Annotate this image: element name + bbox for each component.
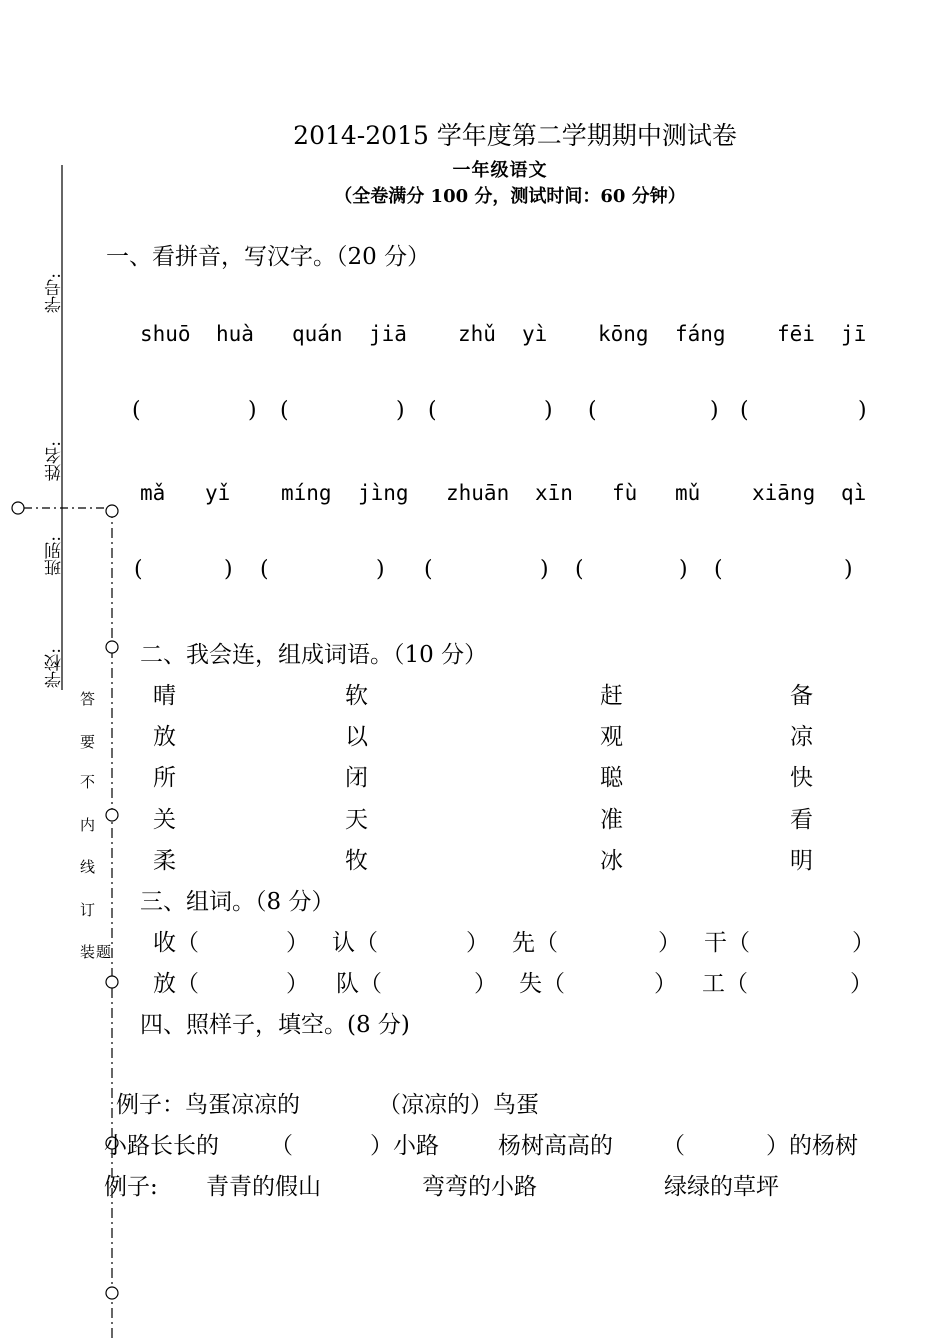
word-prompt: 认（ — [332, 930, 378, 956]
fill-paren-close: ）小路 — [370, 1133, 439, 1159]
fill-prompt: 杨树高高的 — [498, 1133, 613, 1159]
match-char[interactable]: 闭 — [345, 765, 368, 791]
match-char[interactable]: 柔 — [153, 848, 176, 874]
fill-paren-close: ）的杨树 — [766, 1133, 858, 1159]
exam-note: （全卷满分 100 分，测试时间：60 分钟） — [334, 186, 686, 207]
binding-hole — [106, 505, 118, 517]
example-item: 弯弯的小路 — [422, 1174, 537, 1200]
pinyin: xīn — [535, 481, 573, 505]
binding-warning-char: 装 — [80, 943, 96, 961]
answer-paren-open: ( — [575, 557, 584, 582]
answer-paren-close: ) — [710, 398, 719, 423]
pinyin: mǎ — [140, 481, 166, 505]
answer-paren-open: ( — [280, 398, 289, 423]
answer-paren-open: ( — [588, 398, 597, 423]
word-prompt: 干（ — [704, 930, 750, 956]
match-char[interactable]: 凉 — [790, 724, 813, 750]
answer-paren-open: ( — [134, 557, 143, 582]
pinyin: jiā — [369, 322, 407, 346]
answer-paren-open: ( — [260, 557, 269, 582]
binding-warning-char: 要 — [80, 733, 96, 751]
binding-warning-char: 线 — [80, 858, 96, 876]
binding-hole-left — [12, 502, 24, 514]
match-char[interactable]: 准 — [600, 807, 623, 833]
binding-warning-char: 订 — [80, 901, 96, 919]
pinyin: kōng — [598, 322, 649, 346]
word-paren-close: ） — [850, 971, 873, 997]
example-label: 例子: — [104, 1174, 158, 1200]
example-item: 绿绿的草坪 — [664, 1174, 779, 1200]
pinyin: jī — [841, 322, 867, 346]
pinyin: fù — [612, 481, 638, 505]
binding-hole — [106, 976, 118, 988]
pinyin: fēi — [777, 322, 815, 346]
match-char[interactable]: 所 — [153, 765, 176, 791]
exam-subtitle: 一年级语文 — [452, 160, 548, 181]
pinyin: míng — [281, 481, 332, 505]
answer-paren-open: ( — [740, 398, 749, 423]
binding-warning-char: 答 — [80, 690, 96, 708]
word-paren-close: ） — [852, 930, 875, 956]
binding-warning-char: 不 — [80, 773, 96, 791]
match-char[interactable]: 聪 — [600, 765, 623, 791]
pinyin: zhuān — [446, 481, 510, 505]
answer-paren-close: ) — [679, 557, 688, 582]
word-paren-close: ） — [658, 930, 681, 956]
match-char[interactable]: 软 — [345, 683, 368, 709]
student-number-label: 学号: — [45, 273, 65, 313]
answer-paren-open: ( — [714, 557, 723, 582]
example-answer: （凉凉的）鸟蛋 — [378, 1092, 539, 1118]
section2-heading: 二、我会连，组成词语。（10 分） — [140, 642, 488, 668]
pinyin: quán — [292, 322, 343, 346]
match-char[interactable]: 以 — [345, 724, 368, 750]
pinyin: huà — [216, 322, 254, 346]
exam-title: 2014-2015 学年度第二学期期中测试卷 — [293, 121, 737, 150]
match-char[interactable]: 天 — [345, 807, 368, 833]
match-char[interactable]: 晴 — [153, 683, 176, 709]
match-char[interactable]: 快 — [790, 765, 813, 791]
pinyin: mǔ — [675, 481, 701, 505]
word-prompt: 失（ — [519, 971, 565, 997]
answer-paren-close: ) — [376, 557, 385, 582]
answer-paren-close: ) — [544, 398, 553, 423]
example-text: 例子：鸟蛋凉凉的 — [116, 1092, 300, 1118]
answer-paren-open: ( — [428, 398, 437, 423]
word-paren-close: ） — [466, 930, 489, 956]
section4-heading: 四、照样子，填空。(8 分) — [140, 1012, 410, 1038]
word-prompt: 收（ — [153, 930, 199, 956]
match-char[interactable]: 看 — [790, 807, 813, 833]
answer-paren-close: ) — [224, 557, 233, 582]
section1-heading: 一、看拼音，写汉字。（20 分） — [106, 244, 431, 270]
pinyin: yǐ — [205, 481, 231, 505]
match-char[interactable]: 观 — [600, 724, 623, 750]
pinyin: jìng — [358, 481, 409, 505]
word-prompt: 放（ — [153, 971, 199, 997]
example-item: 青青的假山 — [206, 1174, 321, 1200]
word-paren-close: ） — [286, 971, 309, 997]
word-prompt: 队（ — [336, 971, 382, 997]
name-label: 姓名: — [45, 441, 65, 481]
fill-paren-open: （ — [662, 1133, 685, 1159]
answer-paren-close: ) — [858, 398, 867, 423]
answer-paren-close: ) — [844, 557, 853, 582]
pinyin: xiāng — [752, 481, 816, 505]
fill-prompt: 小路长长的 — [104, 1133, 219, 1159]
match-char[interactable]: 冰 — [600, 848, 623, 874]
binding-warning-char: 内 — [80, 816, 96, 834]
class-label: 班别: — [45, 536, 65, 576]
answer-paren-open: ( — [132, 398, 141, 423]
word-prompt: 先（ — [512, 930, 558, 956]
word-paren-close: ） — [286, 930, 309, 956]
pinyin: yì — [522, 322, 548, 346]
match-char[interactable]: 备 — [790, 683, 813, 709]
binding-hole — [106, 1287, 118, 1299]
pinyin: fáng — [675, 322, 726, 346]
word-paren-close: ） — [474, 971, 497, 997]
pinyin: zhǔ — [458, 322, 496, 346]
binding-warning-char: 题 — [96, 943, 112, 961]
word-paren-close: ） — [654, 971, 677, 997]
match-char[interactable]: 放 — [153, 724, 176, 750]
match-char[interactable]: 牧 — [345, 848, 368, 874]
pinyin: qì — [841, 481, 867, 505]
match-char[interactable]: 关 — [153, 807, 176, 833]
match-char[interactable]: 赶 — [600, 683, 623, 709]
section3-heading: 三、组词。（8 分） — [140, 889, 335, 915]
match-char[interactable]: 明 — [790, 848, 813, 874]
pinyin: shuō — [140, 322, 191, 346]
school-label: 学校: — [45, 648, 65, 688]
binding-hole — [106, 809, 118, 821]
fill-paren-open: （ — [270, 1133, 293, 1159]
answer-paren-open: ( — [424, 557, 433, 582]
binding-hole — [106, 641, 118, 653]
word-prompt: 工（ — [702, 971, 748, 997]
answer-paren-close: ) — [396, 398, 405, 423]
answer-paren-close: ) — [540, 557, 549, 582]
answer-paren-close: ) — [248, 398, 257, 423]
